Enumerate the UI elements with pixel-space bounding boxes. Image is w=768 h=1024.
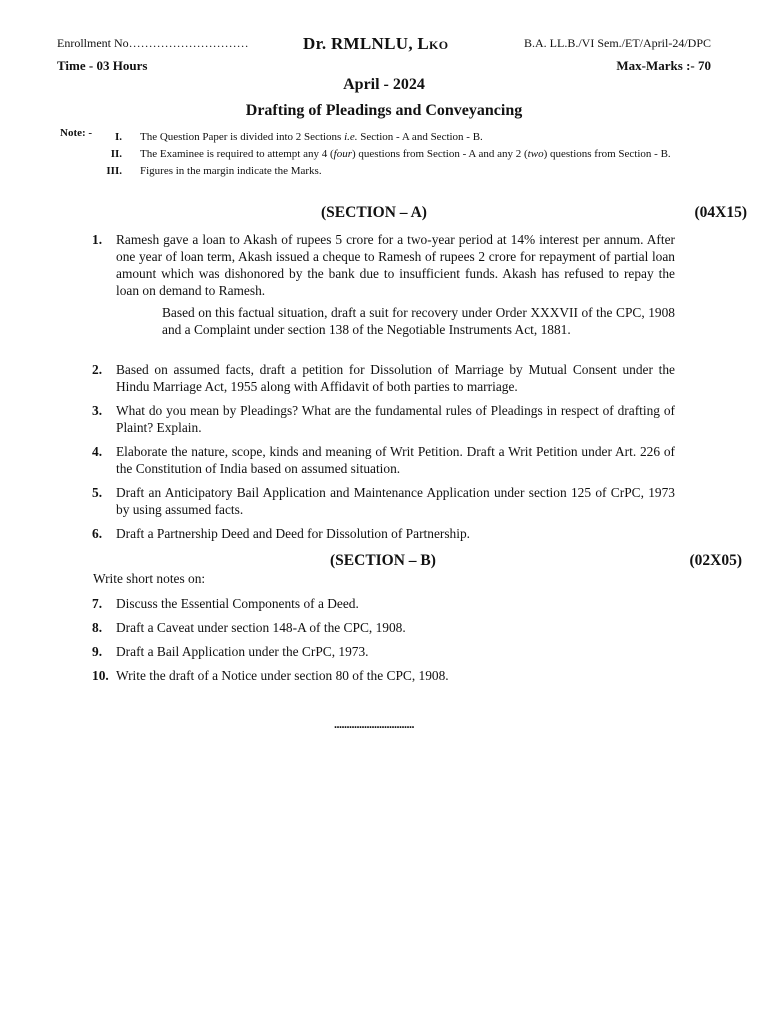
exam-duration: Time - 03 Hours xyxy=(57,58,148,73)
section-a-title: (SECTION – A) xyxy=(321,204,427,221)
section-b-marks: (02X05) xyxy=(689,552,742,569)
note-text: ) questions from Section - A and any 2 ( xyxy=(352,148,528,160)
section-b-title: (SECTION – B) xyxy=(330,552,436,569)
question-text: Draft a Caveat under section 148-A of the CPC, 1908. xyxy=(116,620,406,635)
exam-session: April - 2024 xyxy=(343,76,425,93)
section-a-marks: (04X15) xyxy=(694,204,747,221)
paper-title: Drafting of Pleadings and Conveyancing xyxy=(245,102,523,119)
note-number: I. xyxy=(114,131,122,143)
question-number: 4. xyxy=(92,444,103,459)
note-text: ) questions from Section - B. xyxy=(543,148,671,160)
question-item xyxy=(92,595,675,612)
question-item xyxy=(92,619,675,636)
note-item-3: Figures in the margin indicate the Marks. xyxy=(140,165,322,177)
question-item xyxy=(92,525,675,542)
question-number: 9. xyxy=(92,644,103,659)
question-item xyxy=(92,484,675,518)
question-text: Draft a Partnership Deed and Deed for Dissolution of Partnership. xyxy=(116,526,471,541)
question-number: 5. xyxy=(92,485,103,500)
question-text: Elaborate the nature, scope, kinds and meaning of Writ Petition. Draft a Writ Petition under Art. 226 of the Constitution of India based on assumed situation. xyxy=(116,444,675,476)
question-item xyxy=(92,361,675,395)
note-item-1 xyxy=(140,131,483,143)
note-item-2 xyxy=(140,148,671,160)
question-number: 6. xyxy=(92,526,103,541)
college-name-main: Dr. RMLNLU, xyxy=(303,34,418,53)
note-emphasis: i.e. xyxy=(344,131,358,143)
question-text: Based on assumed facts, draft a petition for Dissolution of Marriage by Mutual Consent under the Hindu Marriage Act, 1955 along with Affidavit of both parties to marriage. xyxy=(116,362,675,394)
question-number: 7. xyxy=(92,596,103,611)
question-item xyxy=(92,443,675,477)
note-number: II. xyxy=(110,148,122,160)
question-text: Draft an Anticipatory Bail Application and Maintenance Application under section 125 of CrPC, 1973 by using assumed facts. xyxy=(116,485,675,517)
note-text: The Question Paper is divided into 2 Sections xyxy=(140,131,345,143)
question-text: Discuss the Essential Components of a Deed. xyxy=(116,596,359,611)
question-text: Write the draft of a Notice under section 80 of the CPC, 1908. xyxy=(116,668,449,683)
max-marks: Max-Marks :- 70 xyxy=(616,58,711,73)
section-b-instruction: Write short notes on: xyxy=(93,571,206,586)
note-emphasis: four xyxy=(333,148,352,160)
note-text: Section - A and Section - B. xyxy=(357,131,483,143)
question-item xyxy=(92,667,675,684)
question-number: 8. xyxy=(92,620,103,635)
question-text: Ramesh gave a loan to Akash of rupees 5 crore for a two-year period at 14% interest per annum. After one year of loan term, Akash issued a cheque to Ramesh of rupees 2 crore for repayment of partial loan amount which was dishonored by the bank due to insufficient funds. Akash has refused to repay the loan on demand to Ramesh. xyxy=(116,232,675,298)
question-subtext: Based on this factual situation, draft a suit for recovery under Order XXXVII of the CPC, 1908 and a Complaint under section 138 of the Negotiable Instruments Act, 1881. xyxy=(162,305,675,337)
question-number: 2. xyxy=(92,362,103,377)
note-label: Note: - xyxy=(60,127,93,139)
question-text: What do you mean by Pleadings? What are the fundamental rules of Pleadings in respect of drafting of Plaint? Explain. xyxy=(116,403,675,435)
enrollment-number-field: Enrollment No………………………… xyxy=(57,36,249,50)
course-code: B.A. LL.B./VI Sem./ET/April-24/DPC xyxy=(524,36,711,50)
end-of-paper-dots: ................................ xyxy=(334,717,414,731)
question-item xyxy=(92,643,675,660)
note-number: III. xyxy=(106,165,122,177)
question-item xyxy=(92,231,675,338)
question-number: 1. xyxy=(92,232,103,247)
college-name-city: Lko xyxy=(417,34,449,53)
question-text: Draft a Bail Application under the CrPC, 1973. xyxy=(116,644,369,659)
note-text: The Examinee is required to attempt any 4 ( xyxy=(140,148,334,160)
college-name xyxy=(303,34,448,54)
question-number: 3. xyxy=(92,403,103,418)
question-number: 10. xyxy=(92,668,109,683)
note-emphasis: two xyxy=(527,148,544,160)
question-item xyxy=(92,402,675,436)
